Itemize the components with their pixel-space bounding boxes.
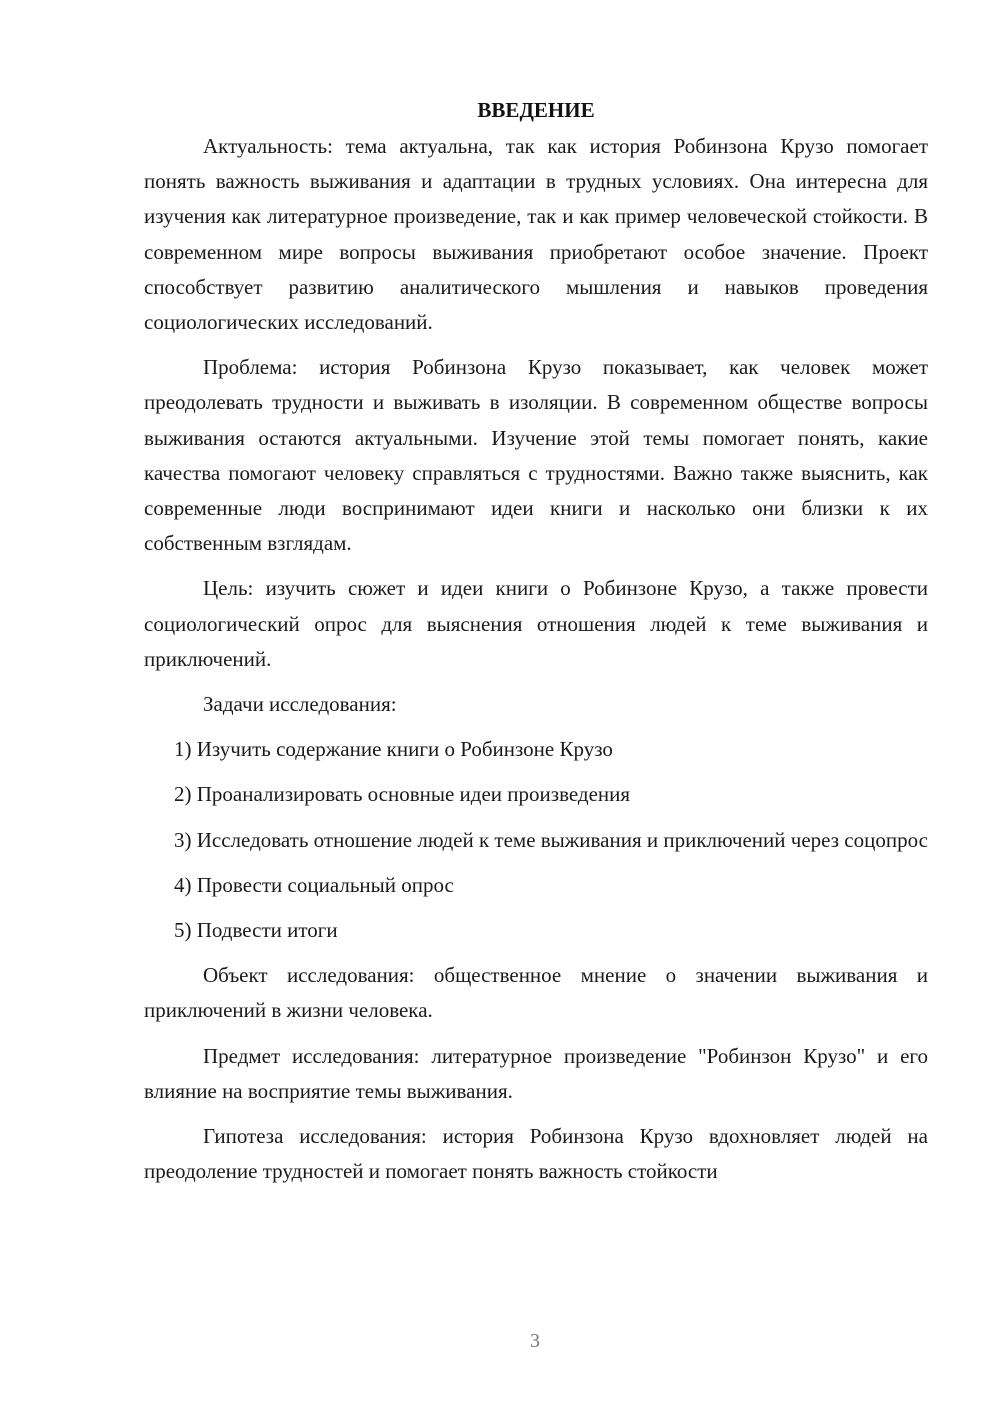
hypothesis-paragraph: Гипотеза исследования: история Робинзона Крузо вдохновляет людей на преодоление трудностей и помогает понять важность стойкости bbox=[144, 1124, 928, 1184]
subject-paragraph: Предмет исследования: литературное произведение "Робинзон Крузо" и его влияние на восприятие темы выживания. bbox=[144, 1043, 928, 1103]
tasks-title: Задачи исследования: bbox=[203, 692, 397, 717]
task-item-3: 3) Исследовать отношение людей к теме выживания и приключений через соцопрос bbox=[174, 827, 928, 852]
task-item-2: 2) Проанализировать основные идеи произведения bbox=[174, 782, 631, 807]
page-number: 3 bbox=[530, 1330, 540, 1352]
task-item-4: 4) Провести социальный опрос bbox=[174, 872, 454, 897]
task-item-1: 1) Изучить содержание книги о Робинзоне Крузо bbox=[174, 737, 613, 762]
section-heading: ВВЕДЕНИЕ bbox=[477, 98, 595, 122]
relevance-paragraph: Актуальность: тема актуальна, так как история Робинзона Крузо помогает понять важность выживания и адаптации в трудных условиях. Она интересна для изучения как литературное произведение, так и как пример человеческой стойкости. В современном мире вопросы выживания приобретают особое значение. Проект способствует развитию аналитического мышления и навыков проведения социологических исследований. bbox=[144, 134, 928, 335]
task-item-5: 5) Подвести итоги bbox=[174, 918, 338, 943]
goal-paragraph: Цель: изучить сюжет и идеи книги о Робинзоне Крузо, а также провести социологический опрос для выяснения отношения людей к теме выживания и приключений. bbox=[144, 576, 928, 671]
problem-paragraph: Проблема: история Робинзона Крузо показывает, как человек может преодолевать трудности и выживать в изоляции. В современном обществе вопросы выживания остаются актуальными. Изучение этой темы помогает понять, какие качества помогают человеку справляться с трудностями. Важно также выяснить, как современные люди воспринимают идеи книги и насколько они близки к их собственным взглядам. bbox=[144, 355, 928, 556]
page-content bbox=[144, 93, 928, 1199]
object-paragraph: Объект исследования: общественное мнение о значении выживания и приключений в жизни человека. bbox=[144, 963, 928, 1023]
